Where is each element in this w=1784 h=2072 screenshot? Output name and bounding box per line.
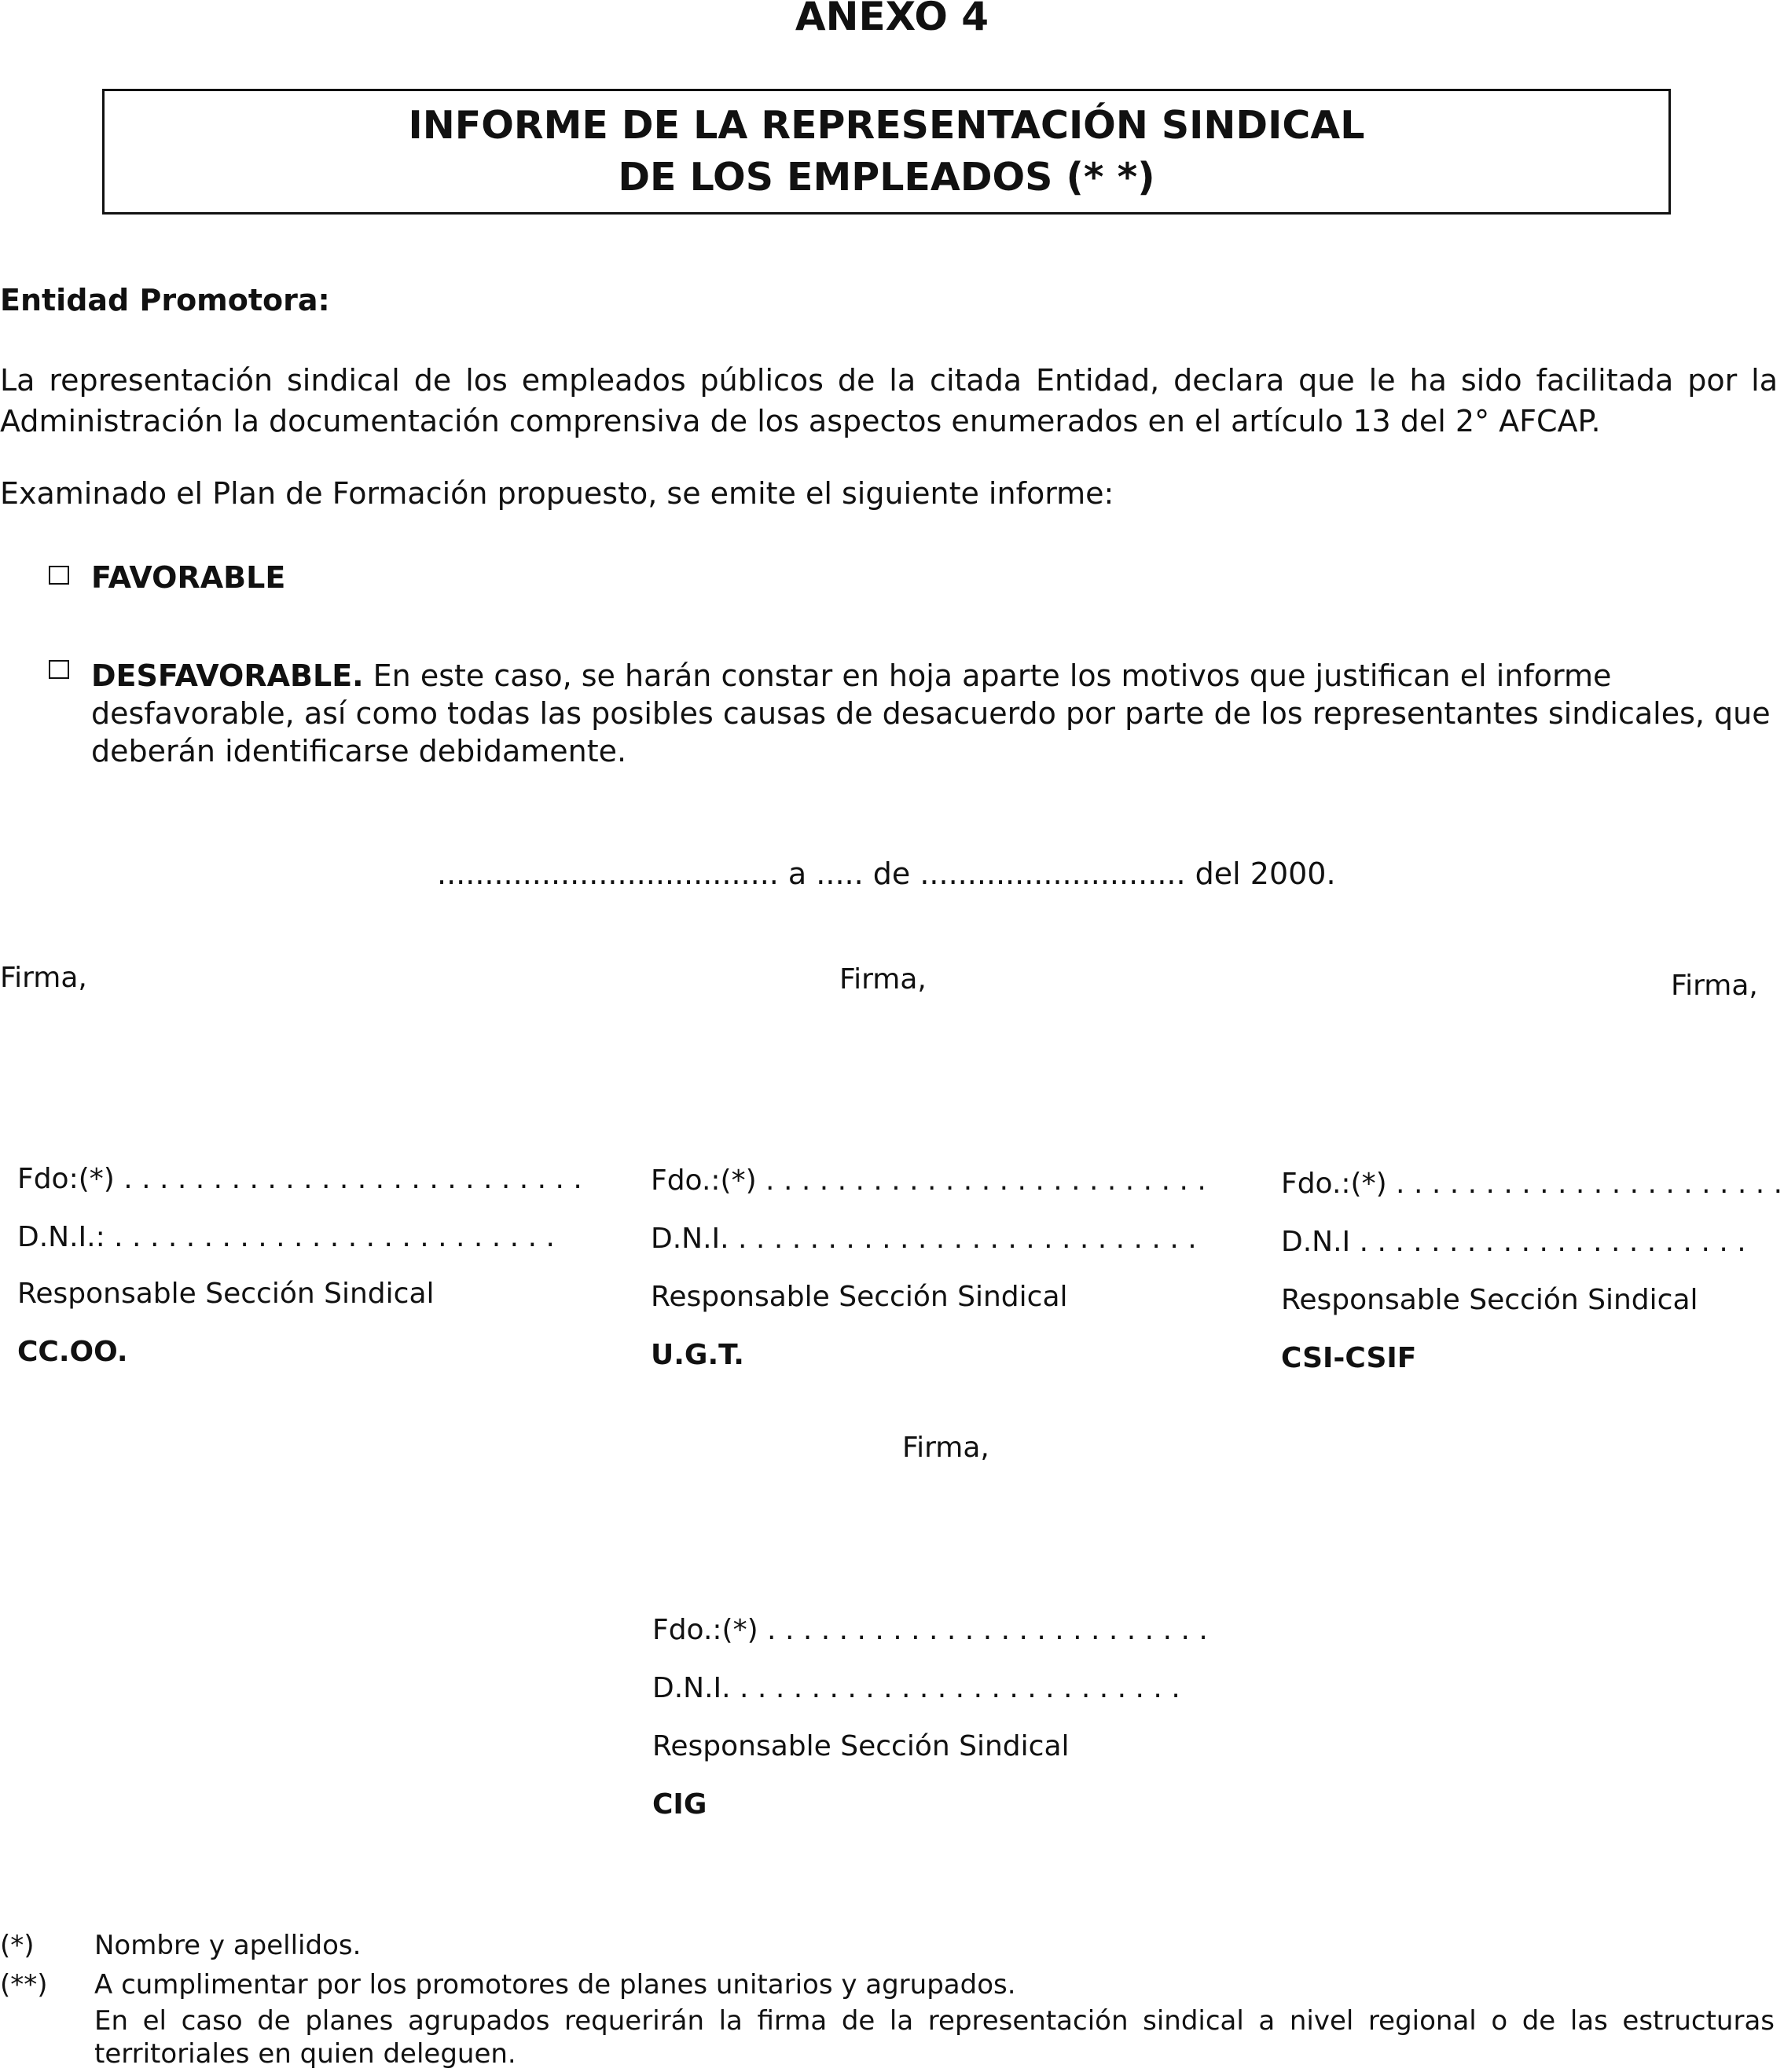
cig-fdo-line: Fdo.:(*) . . . . . . . . . . . . . . . . . . . . . . . . . bbox=[652, 1614, 1208, 1646]
ccoo-fdo-line: Fdo:(*) . . . . . . . . . . . . . . . . . . . . . . . . . . bbox=[17, 1163, 582, 1195]
footnote-mark-1: (*) bbox=[0, 1930, 35, 1961]
footnote-2: A cumplimentar por los promotores de planes unitarios y agrupados. bbox=[94, 1969, 1016, 2000]
report-title-line1: INFORME DE LA REPRESENTACIÓN SINDICAL bbox=[408, 103, 1365, 148]
unfavorable-checkbox[interactable] bbox=[49, 660, 69, 679]
favorable-label: FAVORABLE bbox=[91, 560, 286, 595]
report-title-box bbox=[102, 89, 1671, 215]
csif-union: CSI-CSIF bbox=[1281, 1342, 1417, 1374]
paragraph1-line1: La representación sindical de los empleados públicos de la citada Entidad, declara que le ha sido facilitada por la bbox=[0, 363, 1778, 398]
firma-center: Firma, bbox=[839, 963, 927, 996]
entity-label: Entidad Promotora: bbox=[0, 283, 330, 317]
csif-fdo-line: Fdo.:(*) . . . . . . . . . . . . . . . . . . . . . . bbox=[1281, 1168, 1783, 1200]
annex-title: ANEXO 4 bbox=[795, 0, 989, 39]
footnote-1: Nombre y apellidos. bbox=[94, 1930, 362, 1961]
date-line: .................................... a ..... de ............................ del 2000. bbox=[437, 856, 1336, 891]
cig-union: CIG bbox=[652, 1788, 707, 1821]
ugt-role: Responsable Sección Sindical bbox=[651, 1281, 1068, 1313]
firma-right: Firma, bbox=[1671, 970, 1758, 1002]
firma-left: Firma, bbox=[0, 962, 87, 994]
ugt-dni-line: D.N.I. . . . . . . . . . . . . . . . . . . . . . . . . . . bbox=[651, 1223, 1197, 1255]
ccoo-role: Responsable Sección Sindical bbox=[17, 1278, 435, 1310]
paragraph1-line2: Administración la documentación comprensiva de los aspectos enumerados en el artículo 13 del 2° AFCAP. bbox=[0, 404, 1601, 438]
unfavorable-label: DESFAVORABLE. bbox=[91, 658, 364, 693]
ccoo-union: CC.OO. bbox=[17, 1336, 128, 1368]
csif-role: Responsable Sección Sindical bbox=[1281, 1284, 1698, 1316]
paragraph2: Examinado el Plan de Formación propuesto, se emite el siguiente informe: bbox=[0, 476, 1114, 511]
unfavorable-text bbox=[91, 657, 1781, 770]
report-title-line2: DE LOS EMPLEADOS (* *) bbox=[618, 155, 1155, 200]
footnote-3-line1: En el caso de planes agrupados requerirán la firma de la representación sindical a nivel regional o de las estructuras bbox=[94, 2005, 1775, 2037]
cig-role: Responsable Sección Sindical bbox=[652, 1730, 1070, 1762]
ugt-fdo-line: Fdo.:(*) . . . . . . . . . . . . . . . . . . . . . . . . . bbox=[651, 1164, 1206, 1197]
favorable-checkbox[interactable] bbox=[49, 566, 69, 585]
cig-dni-line: D.N.I. . . . . . . . . . . . . . . . . . . . . . . . . . bbox=[652, 1672, 1180, 1704]
ugt-union: U.G.T. bbox=[651, 1339, 744, 1371]
firma-bottom: Firma, bbox=[902, 1432, 989, 1464]
unfavorable-description: En este caso, se harán constar en hoja aparte los motivos que justifican el informe desfavorable, así como todas las posibles causas de desacuerdo por parte de los representantes sindicales, que deberán identificarse debidamente. bbox=[91, 658, 1771, 768]
ccoo-dni-line: D.N.I.: . . . . . . . . . . . . . . . . . . . . . . . . . bbox=[17, 1221, 555, 1253]
footnote-mark-2: (**) bbox=[0, 1969, 48, 2000]
csif-dni-line: D.N.I . . . . . . . . . . . . . . . . . . . . . . bbox=[1281, 1226, 1746, 1258]
footnote-3-line2: territoriales en quien deleguen. bbox=[94, 2038, 516, 2070]
